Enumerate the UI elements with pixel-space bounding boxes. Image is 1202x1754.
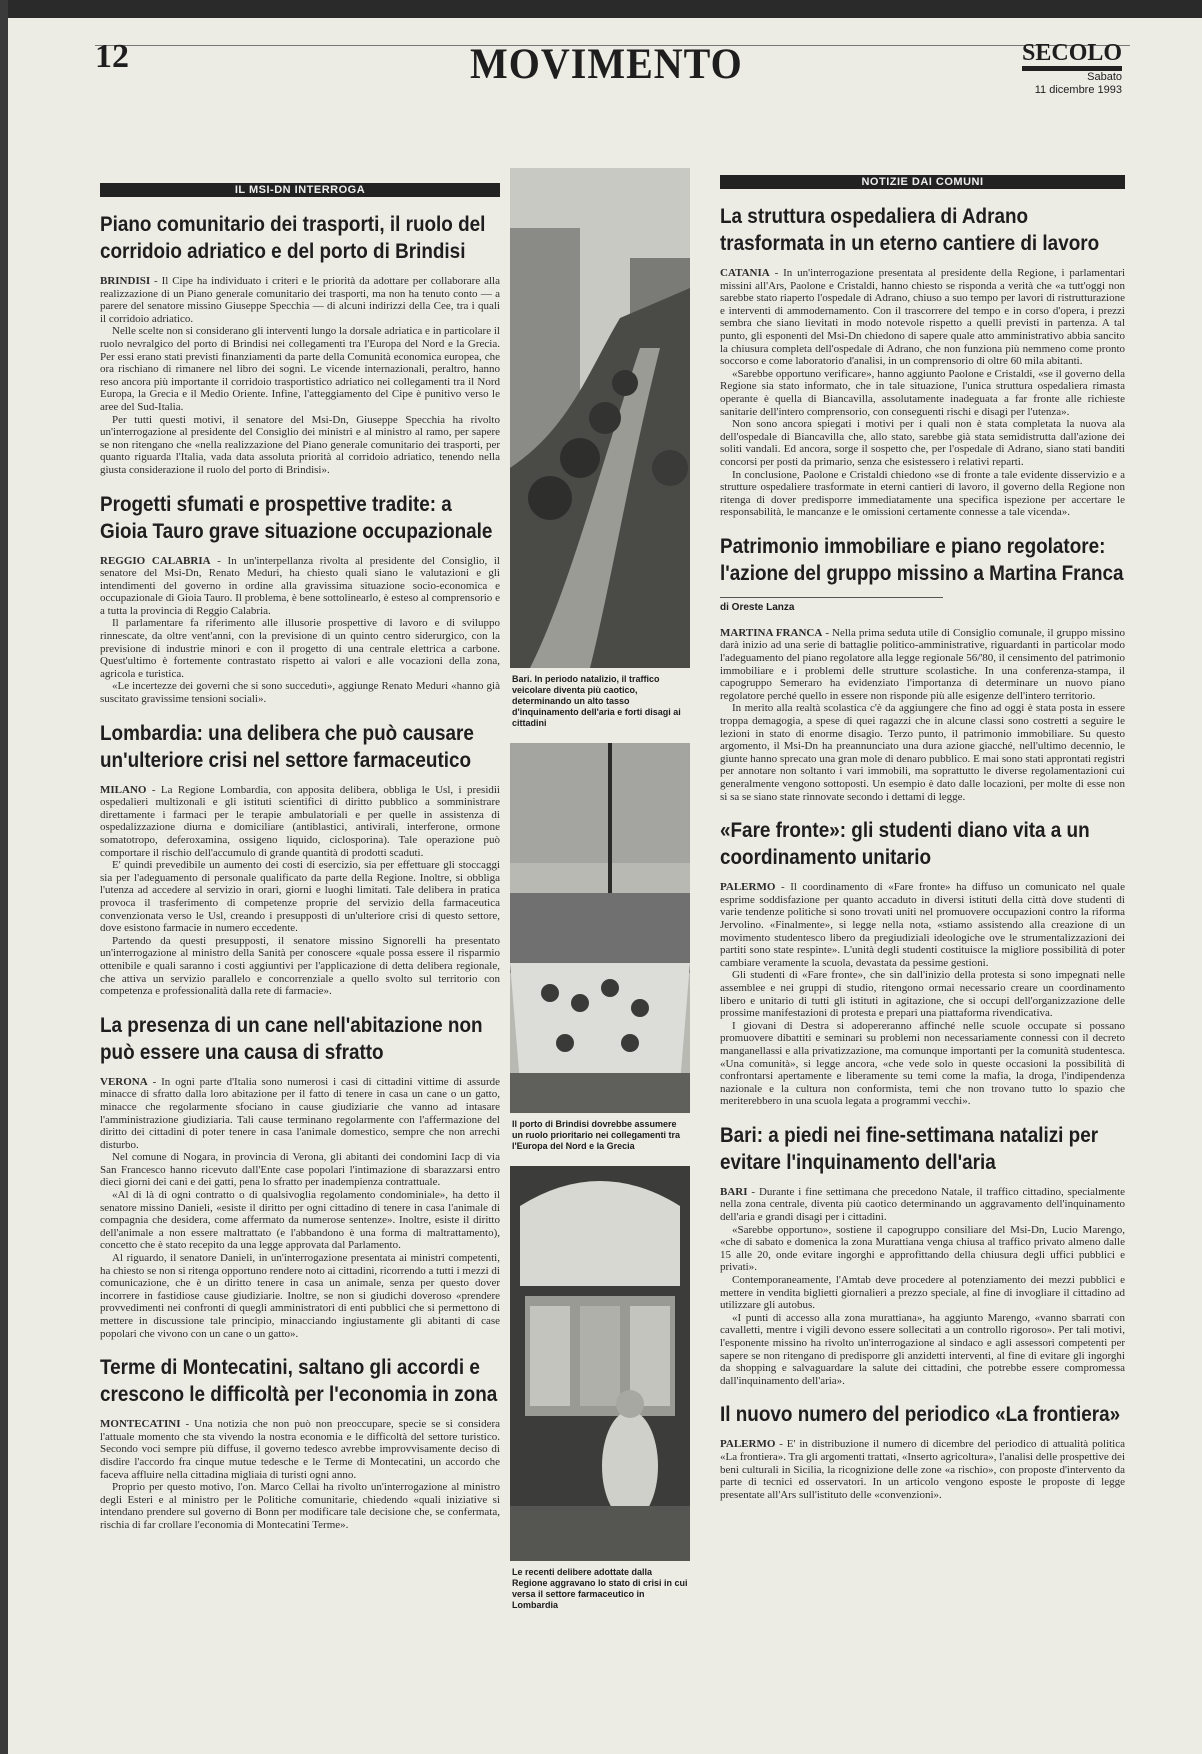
article-verona [100, 1012, 500, 1340]
article-body [720, 267, 1125, 519]
photo-caption: Il porto di Brindisi dovrebbe assumere un ruolo prioritario nei collegamenti tra l'Europa del Nord e la Grecia [512, 1119, 681, 1151]
article-lombardia [100, 720, 500, 998]
scan-border-top [0, 0, 1202, 18]
pharmacy-photo-graphic [510, 1166, 690, 1561]
article-headline: Terme di Montecatini, saltano gli accordi e crescono le difficoltà per l'economia in zona [100, 1356, 498, 1407]
article-headline: La presenza di un cane nell'abitazione non può essere una causa di sfratto [100, 1013, 483, 1064]
left-column [100, 183, 500, 1738]
paragraph: Contemporaneamente, l'Amtab deve procedere al potenziamento dei mezzi pubblici e mettere in vendita biglietti giornalieri a prezzo speciale, al fine di invogliare il cittadino ad utilizzare gli autobus. [720, 1274, 1125, 1312]
article-body [100, 555, 500, 706]
paragraph: Proprio per questo motivo, l'on. Marco Cellai ha rivolto un'interrogazione al ministro degli Esteri e al ministro per le Politiche comunitarie, chiedendo «quali iniziative si intendano prendere sul governo di Bonn per modificare tale decisione che, se confermata, rischia di far crollare l'economia di Montecatini Terme». [100, 1481, 500, 1531]
dateline: VERONA [100, 1075, 148, 1088]
article-body [720, 881, 1125, 1108]
paragraph: - Durante i fine settimana che precedono Natale, il traffico cittadino, specialmente nella zona centrale, diventa più caotico determinando un aggravamento dell'inquinamento dell'aria e grandi disagi per i cittadini. [720, 1185, 1125, 1224]
article-headline: Lombardia: una delibera che può causare un'ulteriore crisi nel settore farmaceutico [100, 721, 474, 772]
article-headline: Piano comunitario dei trasporti, il ruolo del corridoio adriatico e del porto di Brindisi [100, 213, 486, 263]
photo-brindisi-port [510, 743, 690, 1113]
photo-bari-traffic [510, 168, 690, 668]
article-fare-fronte [720, 817, 1125, 1108]
paragraph: «Le incertezze dei governi che si sono succeduti», aggiunge Renato Meduri «hanno già suscitato gravissime tensioni sociali». [100, 680, 500, 706]
scan-border-left [0, 0, 8, 1754]
photo-caption: Le recenti delibere adottate dalla Regione aggravano lo stato di crisi in cui versa il settore farmaceutico in Lombardia [512, 1567, 688, 1610]
article-body [100, 784, 500, 998]
paragraph: Il parlamentare fa riferimento alle illusorie prospettive di lavoro e di sviluppo rinnescate, da oltre vent'anni, con la previsione di un quinto centro siderurgico, con la previsione di industrie minori e con il progetto di una centrale elettrica a carbone. Quest'ultimo è fortemente contrastato rispetto ai valori e alle vocazioni della zona, agricola e turistica. [100, 617, 500, 680]
article-body [720, 1438, 1125, 1501]
right-banner: NOTIZIE DAI COMUNI [720, 175, 1125, 189]
paragraph: In merito alla realtà scolastica c'è da aggiungere che fino ad oggi è stata posta in essere troppa demagogia, a spese di quei ragazzi che in alcune classi sono costretti a seguire le lezioni in stato di enorme disagio. Terzo punto, il patrimonio immobiliare. Su questo argomento, il Msi-Dn ha preannunciato una dura azione giacché, nell'ultimo decennio, le giunte hanno sprecato una gran mole di denaro pubblico. E mai sono stati approntati registri per annotare non soltanto i vari immobili, ma soprattutto le diverse regolamentazioni cui generalmente vengono sottoposti. Un esempio è dato dalle locazioni, per molte di esse non si sa se siano state rinnovate secondo i dettami di legge. [720, 702, 1125, 803]
paragraph: - E' in distribuzione il numero di dicembre del periodico di attualità politica «La frontiera». Tra gli argomenti trattati, «Inserto agricoltura», l'analisi delle prospettive dei beni culturali in Sicilia, la ricognizione delle zone «a rischio», con proposte d'intervento da parte di tecnici ed osservatori. In un articolo vengono esposte le proposte di legge presentate all'Ars sull'istituto delle «convenzioni». [720, 1438, 1125, 1501]
page-number: 12 [95, 38, 129, 75]
dateline: MONTECATINI [100, 1418, 181, 1431]
article-headline: Il nuovo numero del periodico «La frontiera» [720, 1403, 1121, 1427]
article-body [100, 275, 500, 477]
dateline: PALERMO [720, 1438, 776, 1451]
paragraph: - In ogni parte d'Italia sono numerosi i casi di cittadini vittime di assurde minacce di sfratto dalla loro abitazione per il fatto di tenere in casa un cane o un gatto, minacce che regolarmente sfociano in cause giudiziarie che vanno ad intasare l'amministrazione giudiziaria. Tali cause terminano regolarmente con l'affermazione del diritto dei cittadini di poter tenere in casa l'animale domestico, sempre che non arrechi disturbo. [100, 1075, 500, 1151]
article-headline: Progetti sfumati e prospettive tradite: a Gioia Tauro grave situazione occupazionale [100, 492, 493, 543]
paragraph: Nel comune di Nogara, in provincia di Verona, gli abitanti dei condomini Iacp di via San Francesco hanno ricevuto dall'Ente case popolari l'intimazione di sbarazzarsi entro dieci giorni dei cani e dei gatti, pena lo sfratto per inadempienza contrattuale. [100, 1151, 500, 1189]
left-banner: IL MSI-DN INTERROGA [100, 183, 500, 197]
paragraph: - Il coordinamento di «Fare fronte» ha diffuso un comunicato nel quale esprime soddisfazione per quanto accaduto in diversi istituti della città dove studenti di varie tendenze politiche si sono trovati uniti nel promuovere occupazioni contro la riforma Jervolino. «Finalmente», si legge nella nota, «stiamo assistendo alla creazione di un movimento studentesco libero da pregiudiziali ideologiche ove le strumentalizzazioni dei partiti sono state respinte». L'unità degli studenti costituisce la migliore possibilità di poter cambiare veramente la scuola, devastata da pessime gestioni. [720, 881, 1125, 969]
article-headline: «Fare fronte»: gli studenti diano vita a un coordinamento unitario [720, 819, 1090, 870]
byline: di Oreste Lanza [720, 597, 943, 613]
photo-pharmacy [510, 1166, 690, 1561]
article-la-frontiera [720, 1401, 1125, 1501]
dateline: BRINDISI [100, 275, 151, 287]
section-title: MOVIMENTO [470, 39, 743, 88]
paragraph: I giovani di Destra si adopereranno affinché nelle scuole occupate si possano promuovere dibattiti e seminari su problemi non necessariamente connessi con il decreto manganellassi e alla privatizzazione, ma comunque importanti per la comunità studentesca. «Una comunità», si legge ancora, «che vede solo in queste occasioni la possibilità di confrontarsi apertamente e liberamente su temi come la mafia, la droga, l'indipendenza nazionale e la cultura non conformista, temi che non trovano tutto lo spazio che meriterebbero in una scuola legata a programmi vecchi». [720, 1019, 1125, 1108]
paragraph: Gli studenti di «Fare fronte», che sin dall'inizio della protesta si sono impegnati nelle assemblee e nei gruppi di studio, ritengono ormai necessario creare un coordinamento libero e unitario di tutti gli istituti in agitazione, che si occupi dell'organizzazione delle prossime manifestazioni di protesta e prepari una piattaforma rivendicativa. [720, 969, 1125, 1020]
paragraph: Per tutti questi motivi, il senatore del Msi-Dn, Giuseppe Specchia ha rivolto un'interrogazione al presidente del Consiglio dei ministri e al ministro al ramo, per sapere se non ritengano che «nella realizzazione del Piano generale comunitario dei trasporti, per quanto riguarda l'Italia, vada data assoluta priorità al corridoio adriatico, tenendo nella giusta considerazione il ruolo del porto di Brindisi». [100, 413, 500, 476]
article-headline: Patrimonio immobiliare e piano regolatore: l'azione del gruppo missino a Martina Franca [720, 534, 1124, 585]
paragraph: - In un'interpellanza rivolta al presidente del Consiglio, il senatore del Msi-Dn, Renato Meduri, ha chiesto quali siano le valutazioni e gli intendimenti del governo in ordine alla gravissima situazione socio-economica e occupazionale di Gioia Tauro. Il problema, è bene sottolinearlo, è esteso al comprensorio e a tutta la provincia di Reggio Calabria. [100, 554, 500, 617]
paragraph: In conclusione, Paolone e Cristaldi chiedono «se di fronte a tale evidente disservizio e a strutture ospedaliere trasformate in eterni cantieri di lavoro, il governo della Regione non ritenga di dover predisporre immediatamente una specifica ispezione per accertare le responsabilità, le mancanze e le omissioni certamente connesse a tale vicenda». [720, 468, 1125, 519]
paragraph: Al riguardo, il senatore Danieli, in un'interrogazione presentata ai ministri competenti, ha chiesto se non si ritenga opportuno rendere noto ai cittadini, ricorrendo a tutti i mezzi di comunicazione, che è un diritto tenere in casa un animale, senza per questo dover incorrere in fastidiose cause giudiziarie. Inoltre, se non si giudichi doveroso «prendere provvedimenti nei confronti di quegli amministratori di enti pubblici che si permettono di mettere in discussione tale principio, minacciando ingiustamente gli abitanti di case popolari che vivono con un cane o un gatto». [100, 1252, 500, 1340]
paragraph: Nelle scelte non si considerano gli interventi lungo la dorsale adriatica e in particolare il ruolo nevralgico del porto di Brindisi nei collegamenti tra l'Europa del Nord e la Grecia. Per essi erano stati previsti finanziamenti da parte della Comunità economica europea, che ora rischiano di rimanere nel libro dei sogni. Le vicende internazionali, peraltro, hanno reso ancora più importante il corridoio trasportistico adriatico nei collegamenti tra il Nord Europa, la Grecia e il Medio Oriente. Infine, l'atteggiamento del Cipe è punitivo verso le aree del Sud-Italia. [100, 325, 500, 413]
paragraph: - Il Cipe ha individuato i criteri e le priorità da adottare per collaborare alla realizzazione di un Piano generale comunitario dei trasporti, ma non ha tenuto conto — a parere del senatore missino Giuseppe Specchia — di alcuni indirizzi della Cee, tra i quali il corridoio adriatico. [100, 275, 500, 325]
dateline: MILANO [100, 783, 147, 796]
article-body [100, 1418, 500, 1531]
paragraph: Partendo da questi presupposti, il senatore missino Signorelli ha presentato un'interrogazione al ministro della Sanità per conoscere «quale possa essere il risparmio ottenibile e quali saranno i costi aggiuntivi per l'applicazione di detta delibera regionale, che attiva un servizio parallelo e concorrenziale a quello svolto sul territorio con competenza e professionalità dalla rete di farmacie». [100, 934, 500, 998]
paragraph: «Sarebbe opportuno», sostiene il capogruppo consiliare del Msi-Dn, Lucio Marengo, «che di sabato e domenica la zona Murattiana venga chiusa al traffico privato almeno dalle 15 alle 20, onde evitare ingorghi e approfittando della chiusura degli uffici pubblici e privati». [720, 1223, 1125, 1274]
paragraph: «I punti di accesso alla zona murattiana», ha aggiunto Marengo, «vanno sbarrati con cavalletti, mentre i vigili devono essere sollecitati a un controllo rigoroso». Per tali motivi, l'esponente missino ha rivolto un'interrogazione al sindaco e agli assessori competenti per sapere se non ritengano di predisporre gli anzidetti interventi, al fine di evitare gli ingorghi da shopping e salvaguardare la salute dei cittadini, che potrebbe essere compromessa dall'inquinamento dell'aria». [720, 1311, 1125, 1387]
article-headline: La struttura ospedaliera di Adrano trasformata in un eterno cantiere di lavoro [720, 205, 1100, 255]
paragraph: «Sarebbe opportuno verificare», hanno aggiunto Paolone e Cristaldi, «se il governo della Regione sia stato informato, che in tale situazione, l'unica struttura ospedaliera rimasta operante è quella di Biancavilla, assolutamente inadeguata a far fronte alle richieste sanitarie dell'intero comprensorio, con conseguenti rischi e disagi per l'utenza». [720, 367, 1125, 418]
masthead [1022, 40, 1122, 97]
article-body [100, 1076, 500, 1340]
right-column [720, 175, 1125, 1740]
article-body [720, 1186, 1125, 1388]
dateline: BARI [720, 1185, 748, 1198]
paragraph: - Una notizia che non può non preoccupare, specie se si considera l'attuale momento che sta vivendo la nostra economia e le difficoltà del settore turistico. Secondo voci sempre più diffuse, il governo tedesco avrebbe improvvisamente deciso di disdire l'accordo fra cinque mutue tedesche e le Terme di Montecatini, un accordo che faceva affluire nella cittadina migliaia di turisti ogni anno. [100, 1418, 500, 1481]
article-martina-franca [720, 533, 1125, 803]
masthead-day: Sabato [1087, 71, 1122, 83]
article-montecatini [100, 1354, 500, 1531]
photo-caption: Bari. In periodo natalizio, il traffico veicolare diventa più caotico, determinando un alto tasso d'inquinamento dell'aria e forti disagi ai cittadini [512, 674, 681, 728]
paragraph: «Al di là di ogni contratto o di qualsivoglia regolamento condominiale», ha detto il senatore missino Danieli, «esiste il diritto per ogni cittadino di tenere in casa l'animale di compagnia che desidera, come affermato da numerose sentenze». Inoltre, esiste il diritto dell'animale a non essere maltrattato (e l'abbandono è una forma di maltrattamento), concetto che è stato recepito da una legge approvata dal Parlamento. [100, 1189, 500, 1252]
photo-column [510, 168, 690, 1625]
dateline: MARTINA FRANCA [720, 626, 823, 639]
article-body [720, 627, 1125, 803]
street-photo-graphic [510, 168, 690, 668]
dateline: CATANIA [720, 267, 770, 279]
masthead-date: 11 dicembre 1993 [1034, 84, 1122, 96]
article-headline: Bari: a piedi nei fine-settimana natalizi per evitare l'inquinamento dell'aria [720, 1123, 1099, 1174]
port-photo-graphic [510, 743, 690, 1113]
article-bari [720, 1122, 1125, 1388]
paragraph: E' quindi prevedibile un aumento dei costi di esercizio, sia per effettuare gli stoccaggi sia per l'adeguamento di personale qualificato da parte della Regione. Inoltre, si obbliga l'utenza ad accedere al servizio in orari, giorni e luoghi limitati. Tale delibera in pratica provoca il trasferimento di competenze proprie del servizio della farmaceutica convenzionata verso le Usl, creando i presupposti di un'ulteriore crisi di questo settore, dove esistono farmacie in numero eccedente. [100, 859, 500, 935]
paragraph: - Nella prima seduta utile di Consiglio comunale, il gruppo missino darà inizio ad una serie di battaglie politico-amministrative, riguardanti in particolar modo l'adeguamento del piano regolatore alla legge regionale 56/'80, il censimento del patrimonio immobiliare e i problemi delle strutture scolastiche. In una conferenza-stampa, il capogruppo Semeraro ha evidenziato l'importanza di determinare un nuovo piano regolatore perché quello in essere non risponde più alle esigenze dell'intero territorio. [720, 626, 1125, 702]
article-adrano [720, 203, 1125, 519]
paragraph: - La Regione Lombardia, con apposita delibera, obbliga le Usl, i presidii ospedalieri multizonali e gli istituti scientifici di diritto pubblico a somministrare direttamente i farmaci per le terapie ambulatoriali e per quelle in assistenza di ospedalizzazione diurna e domiciliare (antiblastici, antivirali, interferone, ormone somatotropo, deferoxamina, ossigeno liquido, ciclosporina). Tale operazione può comportare il rischio dell'accumulo di grande quantità di prodotti scaduti. [100, 783, 500, 859]
article-brindisi [100, 211, 500, 477]
paragraph: Non sono ancora spiegati i motivi per i quali non è stata completata la nuova ala dell'ospedale di Biancavilla che, allo stato, sarebbe già stata semidistrutta dall'azione dei soliti vandali. Ed ancora, sorge il sospetto che, per l'ospedale di Adrano, siano stati banditi concorsi per posti da primario, senza che esistessero i relativi reparti. [720, 418, 1125, 468]
dateline: PALERMO [720, 881, 776, 894]
masthead-logo: SECOLO [1022, 40, 1122, 71]
paragraph: - In un'interrogazione presentata al presidente della Regione, i parlamentari missini all'Ars, Paolone e Cristaldi, hanno chiesto se risponda a verità che «a tutt'oggi non sarebbe stato riaperto l'ospedale di Adrano, chiuso a suo tempo per lavori di ristrutturazione e interventi di ammodernamento. Con il trascorrere del tempo e in corso d'opera, i prezzi sembra che siano lievitati in modo notevole rispetto a quelli previsti in partenza. A tal punto, gli esponenti del Msi-Dn chiedono di sapere quale atto amministrativo abbia sancito la chiusura completa dell'ospedale di Adrano, che non funziona più nemmeno come pronto soccorso e come laboratorio d'analisi, in un comprensorio di oltre 60 mila abitanti. [720, 267, 1125, 368]
dateline: REGGIO CALABRIA [100, 554, 211, 567]
article-gioia-tauro [100, 491, 500, 706]
